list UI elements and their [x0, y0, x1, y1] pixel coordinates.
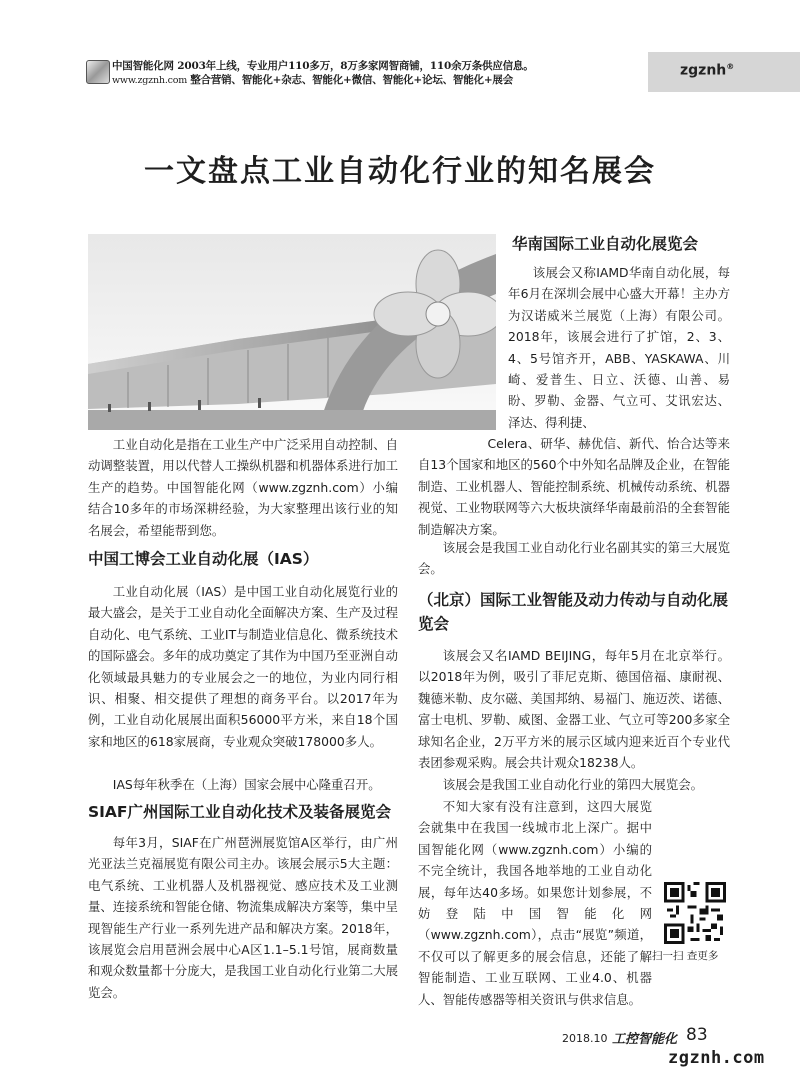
site-logo-icon	[86, 60, 110, 84]
iamd-south-paragraph-1b: Celera、研华、赫优信、新代、怡合达等来自13个国家和地区的560个中外知名品牌及企业，在智能制造、工业机器人、智能控制系统、机械传动系统、机器视觉、工业物联网等六大板块演绎华南最前沿的全套智能制造解决方案。	[418, 436, 731, 537]
qr-code-icon[interactable]	[664, 882, 726, 944]
section-heading-ias: 中国工博会工业自动化展（IAS）	[88, 550, 319, 568]
header-services	[112, 72, 513, 87]
magazine-name: 工控智能化	[612, 1032, 678, 1047]
closing-paragraph: 不知大家有没有注意到，这四大展览会就集中在我国一线城市北上深广。据中国智能化网（www.zgznh.com）小编的不完全统计，我国各地举地的工业自动化展，每年达40多场。如果您计划参展，不妨登陆中国智能化网（www.zgznh.com），点击“展览”频道，不仅可以了解更多的展会信息，还能了解智能制造、工业互联网、工业4.0、机器人、智能传感器等相关资讯与供求信息。	[418, 796, 730, 1010]
iamd-beijing-paragraph-1: 该展会又名IAMD BEIJING，每年5月在北京举行。以2018年为例，吸引了菲尼克斯、德国倍福、康耐视、魏德米勒、皮尔磁、美国邦纳、易福门、施迈茨、诺德、富士电机、罗勒、威图、金器工业、气立可等200多家全球知名企业，2万平方米的展示区域内迎来近百个专业代表团参观采购。展会共计观众18238人。	[418, 648, 730, 771]
ias-paragraph-2: IAS每年秋季在（上海）国家会展中心隆重召开。	[112, 777, 381, 792]
section-heading-siaf: SIAF广州国际工业自动化技术及装备展览会	[88, 803, 392, 821]
section-heading-iamd-south: 华南国际工业自动化展览会	[512, 235, 699, 253]
site-watermark: zgznh.com	[668, 1048, 765, 1068]
header-brand-label: zgznh®	[680, 62, 735, 79]
iamd-beijing-paragraph-2: 该展会是我国工业自动化行业的第四大展览会。	[442, 777, 703, 792]
page-number: 83	[686, 1025, 708, 1045]
qr-caption: 扫一扫 查更多	[652, 950, 719, 962]
header-url[interactable]: www.zgznh.com	[112, 75, 188, 86]
article-title: 一文盘点工业自动化行业的知名展会	[144, 154, 656, 189]
exhibition-hall-image	[88, 234, 496, 430]
header-services-text: 整合营销、智能化+杂志、智能化+微信、智能化+论坛、智能化+展会	[190, 74, 514, 86]
header-tagline: 中国智能化网 2003年上线，专业用户110多万，8万多家网智商铺，110余万条供应信息。	[112, 60, 534, 72]
section-heading-iamd-beijing: （北京）国际工业智能及动力传动与自动化展览会	[418, 591, 729, 633]
issue-date: 2018.10	[562, 1032, 608, 1045]
iamd-south-paragraph-2: 该展会是我国工业自动化行业名副其实的第三大展览会。	[418, 540, 730, 577]
ias-paragraph-1: 工业自动化展（IAS）是中国工业自动化展览行业的最大盛会，是关于工业自动化全面解决方案、生产及过程自动化、电气系统、工业IT与制造业信息化、微系统技术的国际盛会。多年的成功奠定了其作为中国乃至亚洲自动化领域最具魅力的专业展会之一的地位，为业内同行相识、相聚、相交提供了理想的商务平台。以2017年为例，工业自动化展展出面积56000平方米，来自18个国家和地区的618家展商，专业观众突破178000多人。	[88, 584, 398, 749]
iamd-south-paragraph-1a: 该展会又称IAMD华南自动化展，每年6月在深圳会展中心盛大开幕！主办方为汉诺威米兰展览（上海）有限公司。2018年，该展会进行了扩馆，2、3、4、5号馆齐开，ABB、YASKAWA、川崎、爱普生、日立、沃德、山善、易盼、罗勒、金器、气立可、艾讯宏达、泽达、得利捷、	[508, 265, 730, 430]
siaf-paragraph-1: 每年3月，SIAF在广州琶洲展览馆A区举行，由广州光亚法兰克福展览有限公司主办。该展会展示5大主题：电气系统、工业机器人及机器视觉、感应技术及工业测量、连接系统和智能仓储、物流集成解决方案等，集中呈现智能生产行业一系列先进产品和解决方案。2018年，该展览会启用琶洲会展中心A区1.1–5.1号馆，展商数量和观众数量都十分庞大，是我国工业自动化行业第二大展览会。	[88, 835, 398, 1000]
intro-paragraph: 工业自动化是指在工业生产中广泛采用自动控制、自动调整装置，用以代替人工操纵机器和机器体系进行加工生产的趋势。中国智能化网（www.zgznh.com）小编结合10多年的市场深耕经验，为大家整理出该行业的知名展会，希望能帮到您。	[88, 437, 398, 538]
